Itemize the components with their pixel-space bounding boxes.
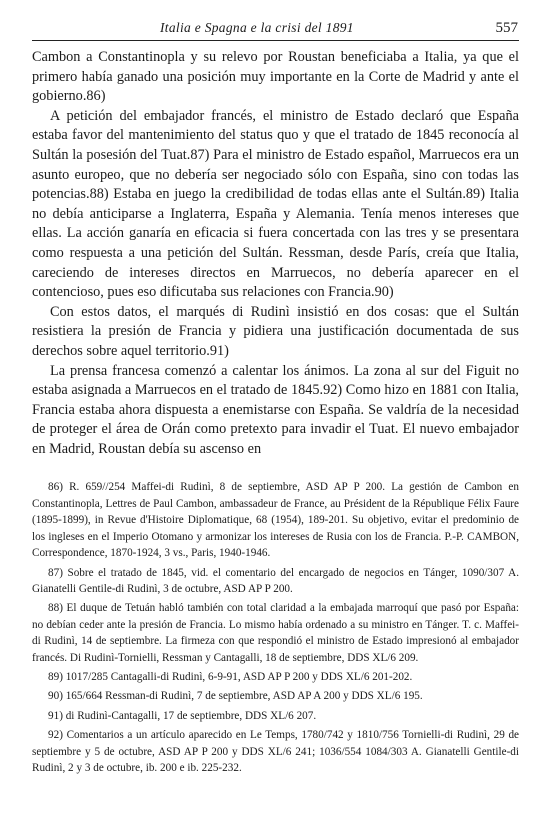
page-header (32, 20, 519, 41)
footnote: 87) Sobre el tratado de 1845, vid. el comentario del encargado de negocios en Tánger, 1090/307 A. Gianatelli Gentile-di Rudinì, 3 de octubre, ASD AP P 200. (32, 566, 519, 595)
paragraph: A petición del embajador francés, el ministro de Estado declaró que España estaba favor del mantenimiento del status quo y que el tratado de 1845 reconocía al Sultán la posesión del Tuat.87) Para el ministro de Estado español, Marruecos era un asunto europeo, que no debería ser negociado sólo con España, sino con todas las potencias.88) Estaba en juego la credibilidad de todas ellas ante el Sultán.89) Italia no debía anticiparse a Inglaterra, España y Alemania. Tenía menos intereses que ellas. La acción ganaría en eficacia si fuera concertada con las tres y se presentara como respuesta a una petición del Sultán. Ressman, desde París, creía que Italia, careciendo de intereses directos en Marruecos, no debería aparecer en el contencioso, pues eso dificutaba sus relaciones con Francia.90) (32, 107, 519, 301)
paragraph: La prensa francesa comenzó a calentar los ánimos. La zona al sur del Figuit no estaba asignada a Marruecos en el tratado de 1845.92) Como hizo en 1881 con Italia, Francia estaba ahora dispuesta a enemistarse con España. Se valdría de la necesidad de proteger el área de Orán como pretexto para invadir el Tuat. El nuevo embajador en Madrid, Roustan debía su ascenso en (32, 362, 519, 457)
footnote: 92) Comentarios a un artículo aparecido en Le Temps, 1780/742 y 1810/756 Tornielli-di Rudinì, 29 de septiembre y 5 de octubre, ASD AP P 200 y DDS XL/6 241; 1036/554 1084/303 A. Gianatelli Gentile-di Rudinì, 2 y 3 de octubre, ib. 200 e ib. 225-232. (32, 729, 519, 774)
paragraph: Con estos datos, el marqués di Rudinì insistió en dos cosas: que el Sultán resistiera la presión de Francia y pidiera una justificación documentada de sus derechos sobre aquel territorio.91) (32, 303, 519, 359)
footnote: 86) R. 659//254 Maffei-di Rudinì, 8 de septiembre, ASD AP P 200. La gestión de Cambon en Constantinopla, Lettres de Paul Cambon, ambassadeur de France, au Président de la République Félix Faure (1895-1899), in Revue d'Histoire Diplomatique, 68 (1954), 189-201. Su objetivo, evitar el predominio de los ingleses en el Imperio Otomano y armonizar los intereses de Rusia con los de Francia. P.-P. CAMBON, Correspondence, 1870-1924, 3 vs., Paris, 1940-1946. (32, 481, 519, 560)
body-text (32, 48, 519, 459)
running-head: Italia e Spagna e la crisi del 1891 (160, 20, 354, 35)
paragraph: Cambon a Constantinopla y su relevo por Roustan beneficiaba a Italia, ya que el primero había ganado una posición muy importante en la Corte de Madrid y ante el gobierno.86) (32, 49, 519, 105)
footnote: 91) di Rudinì-Cantagalli, 17 de septiembre, DDS XL/6 207. (48, 709, 317, 722)
footnote: 90) 165/664 Ressman-di Rudinì, 7 de septiembre, ASD AP A 200 y DDS XL/6 195. (48, 690, 423, 703)
footnotes (32, 479, 519, 776)
footnote: 88) El duque de Tetuán habló también con total claridad a la embajada marroquí que pasó por España: no debían ceder ante la presión de Francia. Lo mismo había ordenado a su ministro en Tánger. T. c. Maffei-di Rudinì, 14 de septiembre. La firmeza con que respondió el ministro de Estado impresionó al embajador francés. Di Rudinì-Tornielli, Ressman y Cantagalli, 18 de septiembre, DDS XL/6 209. (32, 602, 519, 664)
page-number: 557 (495, 20, 518, 36)
footnote: 89) 1017/285 Cantagalli-di Rudinì, 6-9-91, ASD AP P 200 y DDS XL/6 201-202. (48, 670, 413, 683)
